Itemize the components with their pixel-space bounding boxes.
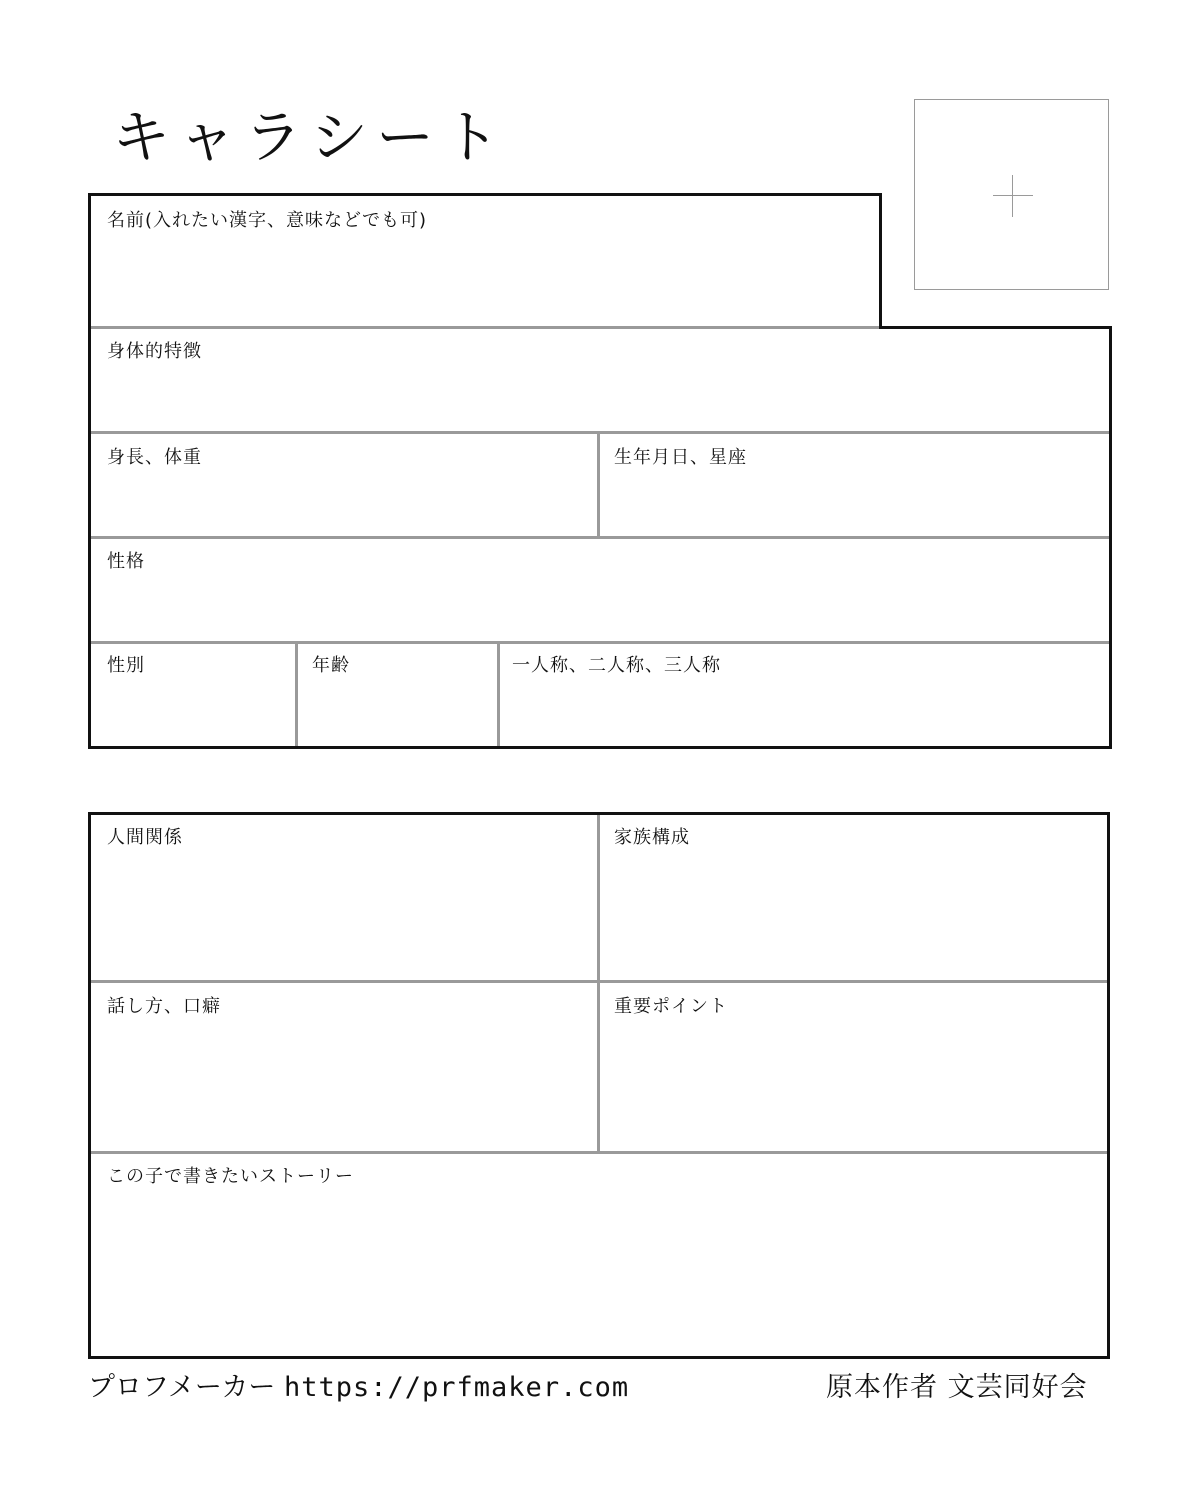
name-label: 名前(入れたい漢字、意味などでも可) bbox=[107, 210, 428, 231]
birthday-label: 生年月日、星座 bbox=[614, 447, 747, 468]
footer-credit: 原本作者 文芸同好会 bbox=[826, 1372, 1088, 1403]
key-points-label: 重要ポイント bbox=[614, 996, 728, 1017]
physical-features-field[interactable] bbox=[91, 329, 1109, 431]
physical-features-label: 身体的特徴 bbox=[107, 341, 202, 362]
age-label: 年齢 bbox=[312, 655, 350, 676]
gender-label: 性別 bbox=[107, 655, 145, 676]
sec1-right-border bbox=[1109, 326, 1112, 749]
sec2-right-border bbox=[1107, 812, 1110, 1359]
sheet-title: キャラシート bbox=[112, 103, 509, 171]
pronouns-label: 一人称、二人称、三人称 bbox=[512, 655, 721, 676]
story-label: この子で書きたいストーリー bbox=[107, 1166, 354, 1187]
height-weight-label: 身長、体重 bbox=[107, 447, 202, 468]
footer-maker bbox=[88, 1374, 629, 1401]
plus-icon-vertical bbox=[1012, 175, 1013, 217]
family-label: 家族構成 bbox=[614, 827, 690, 848]
personality-field[interactable] bbox=[91, 539, 1109, 641]
plus-icon bbox=[993, 195, 1033, 196]
speech-label: 話し方、口癖 bbox=[107, 996, 221, 1017]
sec1-notch-vertical bbox=[879, 193, 882, 329]
relationships-label: 人間関係 bbox=[107, 827, 183, 848]
sec2-bottom-border bbox=[88, 1356, 1110, 1359]
photo-upload-box[interactable] bbox=[914, 99, 1109, 290]
sec1-bottom-border bbox=[88, 746, 1112, 749]
maker-name: プロフメーカー bbox=[88, 1372, 276, 1403]
maker-url-link[interactable]: https://prfmaker.com bbox=[283, 1372, 630, 1403]
personality-label: 性格 bbox=[107, 551, 145, 572]
